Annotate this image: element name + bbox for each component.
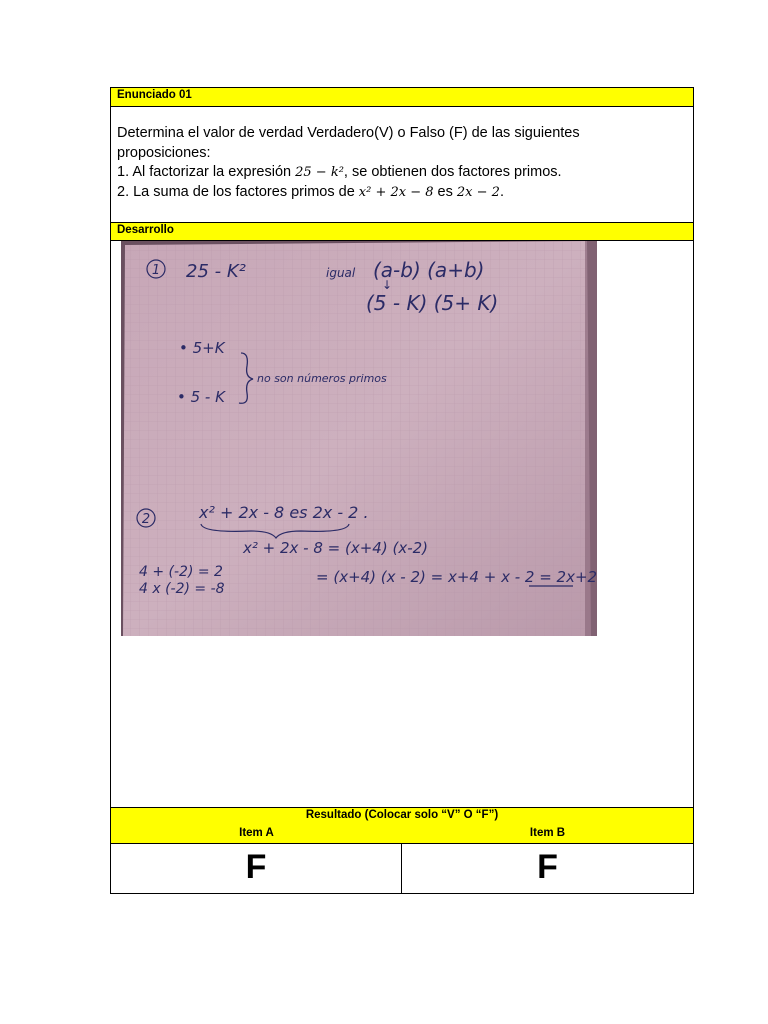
hw-check-sum: 4 + (-2) = 2 (139, 564, 223, 580)
desarrollo-title: Desarrollo (117, 224, 174, 236)
item-a-answer: F (111, 844, 402, 893)
hw-expr-2: x² + 2x - 8 es 2x - 2 . (199, 503, 369, 522)
problem-statement (117, 124, 677, 202)
hw-note: no son números primos (257, 372, 387, 385)
hw-expr-1: 25 - K² (186, 261, 246, 282)
items-header-row (111, 825, 693, 844)
answers-row (111, 844, 693, 893)
math-expression: 25 − k² (295, 165, 344, 180)
handwritten-solution-photo (121, 241, 597, 636)
proposition-1: 1. Al factorizar la expresión 25 − k², se obtienen dos factores primos. (117, 164, 562, 180)
resultado-header (111, 807, 693, 825)
hw-bullet-2: • 5 - K (177, 388, 225, 406)
svg-text:↓: ↓ (382, 278, 393, 292)
math-expression: x² + 2x − 8 (358, 184, 434, 200)
enunciado-header (111, 88, 693, 107)
hw-sum-result: = (x+4) (x - 2) = x+4 + x - 2 = 2x+2 (316, 568, 597, 586)
resultado-title: Resultado (Colocar solo “V” O “F”) (305, 809, 499, 821)
exercise-table (110, 87, 694, 894)
hw-igual: igual (326, 266, 356, 280)
item-a-label: Item A (239, 827, 274, 839)
intro-line-1: Determina el valor de verdad Verdadero(V) o Falso (F) de las siguientes (117, 125, 580, 141)
item-b-answer: F (537, 848, 558, 886)
hw-number-2: 2 (141, 512, 151, 527)
hw-sk: (5 - K) (5+ K) (366, 291, 499, 315)
hw-ab: (a-b) (a+b) (373, 258, 485, 282)
item-b-label: Item B (529, 827, 566, 839)
hw-check-product: 4 x (-2) = -8 (139, 581, 225, 597)
math-expression: 2x − 2 (456, 184, 500, 200)
hw-number-1: 1 (151, 263, 161, 278)
hw-bullet-1: • 5+K (179, 339, 225, 357)
enunciado-title: Enunciado 01 (117, 89, 192, 101)
hw-factorization: x² + 2x - 8 = (x+4) (x-2) (243, 539, 429, 557)
desarrollo-header (111, 222, 693, 241)
intro-line-2: proposiciones: (117, 144, 211, 161)
proposition-2: 2. La suma de los factores primos de x² + 2x − 8 es 2x − 2. (117, 183, 504, 200)
